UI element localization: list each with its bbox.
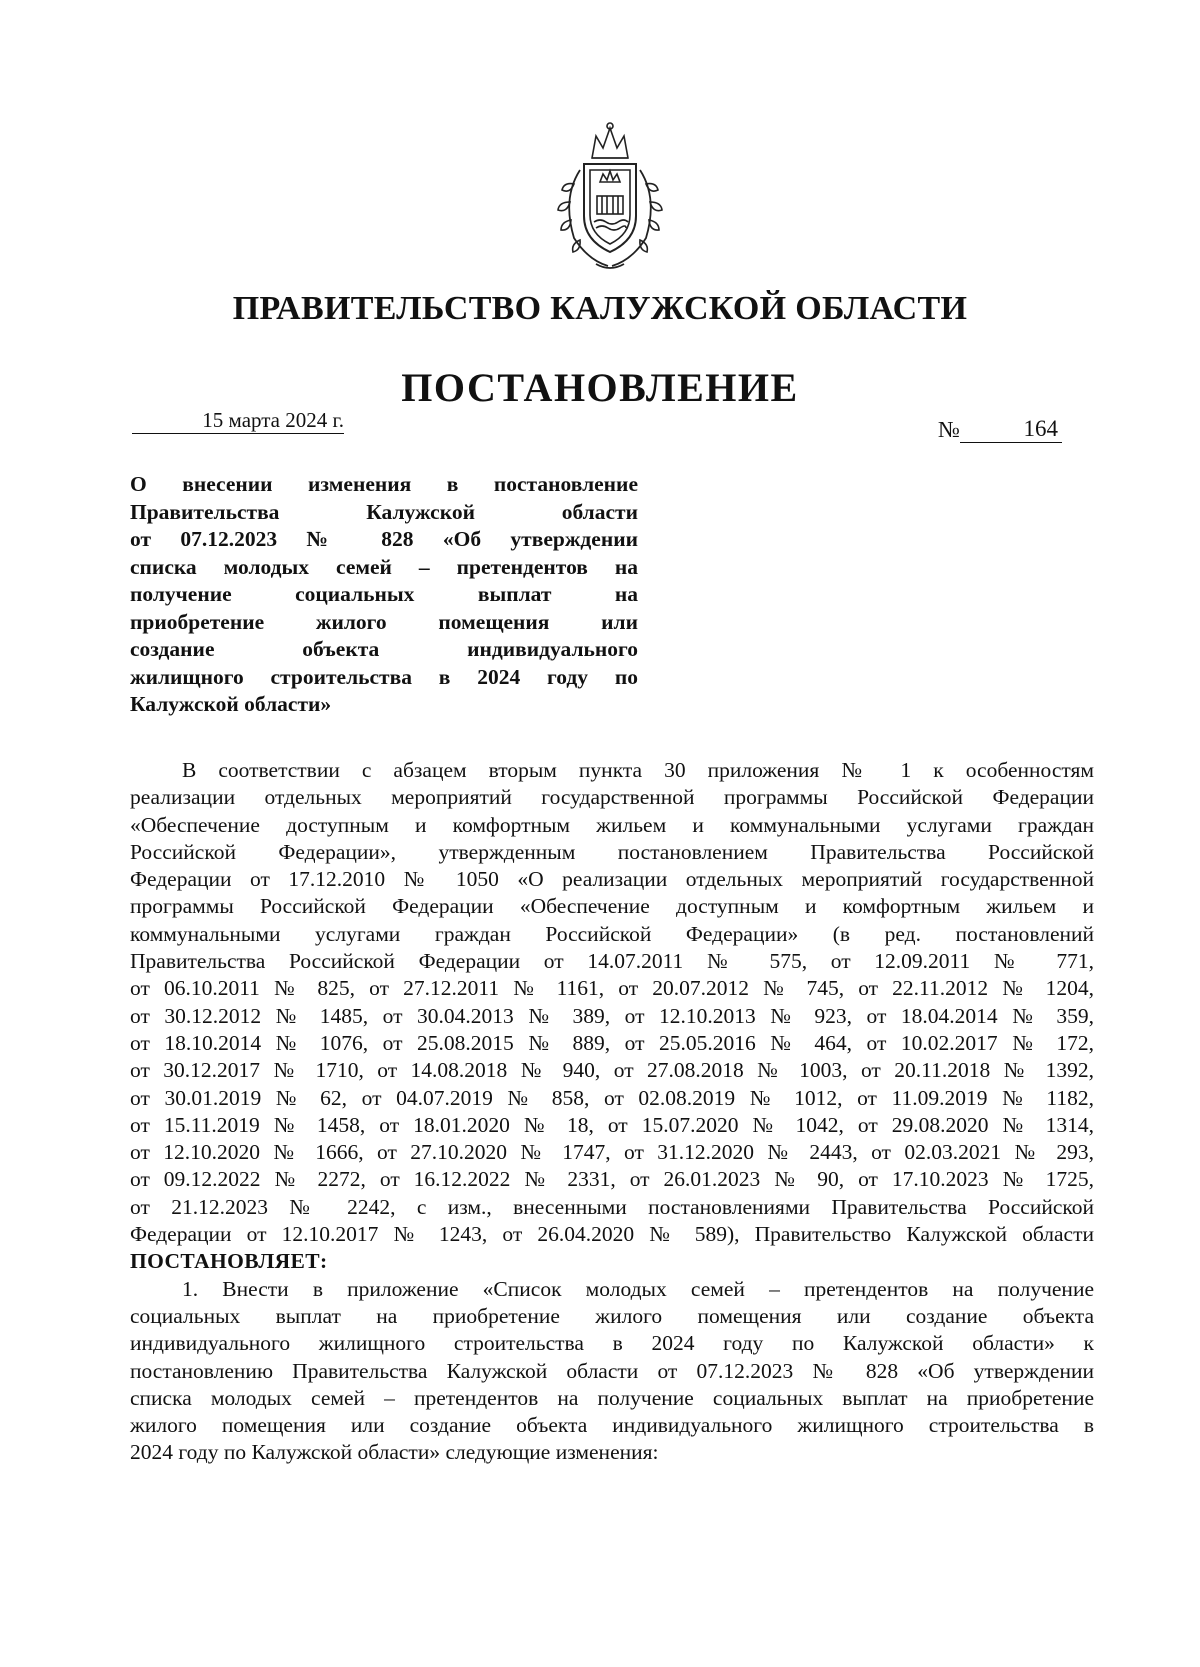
- number-value: 164: [960, 416, 1062, 443]
- body-line: от 18.10.2014 № 1076, от 25.08.2015 № 889, от 25.05.2016 № 464, от 10.02.2017 № 172,: [130, 1030, 1094, 1055]
- body-line: «Обеспечение доступным и комфортным жильем и коммунальными услугами граждан: [130, 812, 1094, 837]
- subject-line: получение социальных выплат на: [130, 582, 638, 606]
- subject-line: создание объекта индивидуального: [130, 637, 638, 661]
- body-line: Правительства Российской Федерации от 14.07.2011 № 575, от 12.09.2011 № 771,: [130, 949, 1094, 974]
- body-line: от 30.12.2017 № 1710, от 14.08.2018 № 940, от 27.08.2018 № 1003, от 20.11.2018 № 1392,: [130, 1058, 1094, 1083]
- item1-line: индивидуального жилищного строительства в 2024 году по Калужской области» к: [130, 1331, 1094, 1356]
- subject-line: О внесении изменения в постановление: [130, 472, 638, 496]
- body-line: программы Российской Федерации «Обеспечение доступным и комфортным жильем и: [130, 894, 1094, 919]
- body-line: от 30.01.2019 № 62, от 04.07.2019 № 858, от 02.08.2019 № 1012, от 11.09.2019 № 1182,: [130, 1085, 1094, 1110]
- body-line: от 09.12.2022 № 2272, от 16.12.2022 № 2331, от 26.01.2023 № 90, от 17.10.2023 № 1725,: [130, 1167, 1094, 1192]
- number-sign: №: [938, 417, 960, 442]
- item1-line: 2024 году по Калужской области» следующие изменения:: [130, 1440, 659, 1465]
- subject-line: Правительства Калужской области: [130, 499, 638, 524]
- item1-line: жилого помещения или создание объекта индивидуального жилищного строительства в: [130, 1413, 1094, 1438]
- subject-line: от 07.12.2023 № 828 «Об утверждении: [130, 527, 638, 551]
- body-line: коммунальными услугами граждан Российской Федерации» (в ред. постановлений: [130, 921, 1094, 946]
- subject-line: жилищного строительства в 2024 году по: [130, 664, 638, 689]
- document-date: 15 марта 2024 г.: [132, 408, 344, 434]
- document-subject: [130, 471, 638, 719]
- coat-of-arms-emblem: [540, 118, 680, 274]
- body-line: от 15.11.2019 № 1458, от 18.01.2020 № 18, от 15.07.2020 № 1042, от 29.08.2020 № 1314,: [130, 1112, 1094, 1137]
- item1-line: социальных выплат на приобретение жилого помещения или создание объекта: [130, 1303, 1094, 1328]
- subject-line: Калужской области»: [130, 692, 332, 716]
- item1-line: 1. Внести в приложение «Список молодых семей – претендентов на получение: [182, 1276, 1094, 1301]
- body-line: от 12.10.2020 № 1666, от 27.10.2020 № 1747, от 31.12.2020 № 2443, от 02.03.2021 № 293,: [130, 1140, 1094, 1165]
- document-type: ПОСТАНОВЛЕНИЕ: [401, 365, 799, 410]
- document-body: [130, 757, 1094, 1467]
- body-line: Федерации от 17.12.2010 № 1050 «О реализации отдельных мероприятий государственной: [130, 867, 1094, 892]
- government-title: ПРАВИТЕЛЬСТВО КАЛУЖСКОЙ ОБЛАСТИ: [232, 290, 968, 327]
- body-line: от 21.12.2023 № 2242, с изм., внесенными постановлениями Правительства Российской: [130, 1194, 1094, 1219]
- body-line: Российской Федерации», утвержденным постановлением Правительства Российской: [130, 839, 1094, 864]
- decree-word: ПОСТАНОВЛЯЕТ:: [130, 1249, 328, 1274]
- body-line: от 06.10.2011 № 825, от 27.12.2011 № 1161, от 20.07.2012 № 745, от 22.11.2012 № 1204,: [130, 976, 1094, 1001]
- document-number: [938, 416, 1062, 443]
- body-line: от 30.12.2012 № 1485, от 30.04.2013 № 389, от 12.10.2013 № 923, от 18.04.2014 № 359,: [130, 1003, 1094, 1028]
- item1-line: постановлению Правительства Калужской области от 07.12.2023 № 828 «Об утверждении: [130, 1358, 1094, 1383]
- subject-line: приобретение жилого помещения или: [130, 609, 638, 634]
- item1-line: списка молодых семей – претендентов на получение социальных выплат на приобретение: [130, 1385, 1094, 1410]
- body-line: В соответствии с абзацем вторым пункта 30 приложения № 1 к особенностям: [182, 758, 1094, 782]
- subject-line: списка молодых семей – претендентов на: [130, 554, 638, 579]
- body-line: Федерации от 12.10.2017 № 1243, от 26.04.2020 № 589), Правительство Калужской области: [130, 1222, 1094, 1247]
- body-line: реализации отдельных мероприятий государственной программы Российской Федерации: [130, 785, 1094, 810]
